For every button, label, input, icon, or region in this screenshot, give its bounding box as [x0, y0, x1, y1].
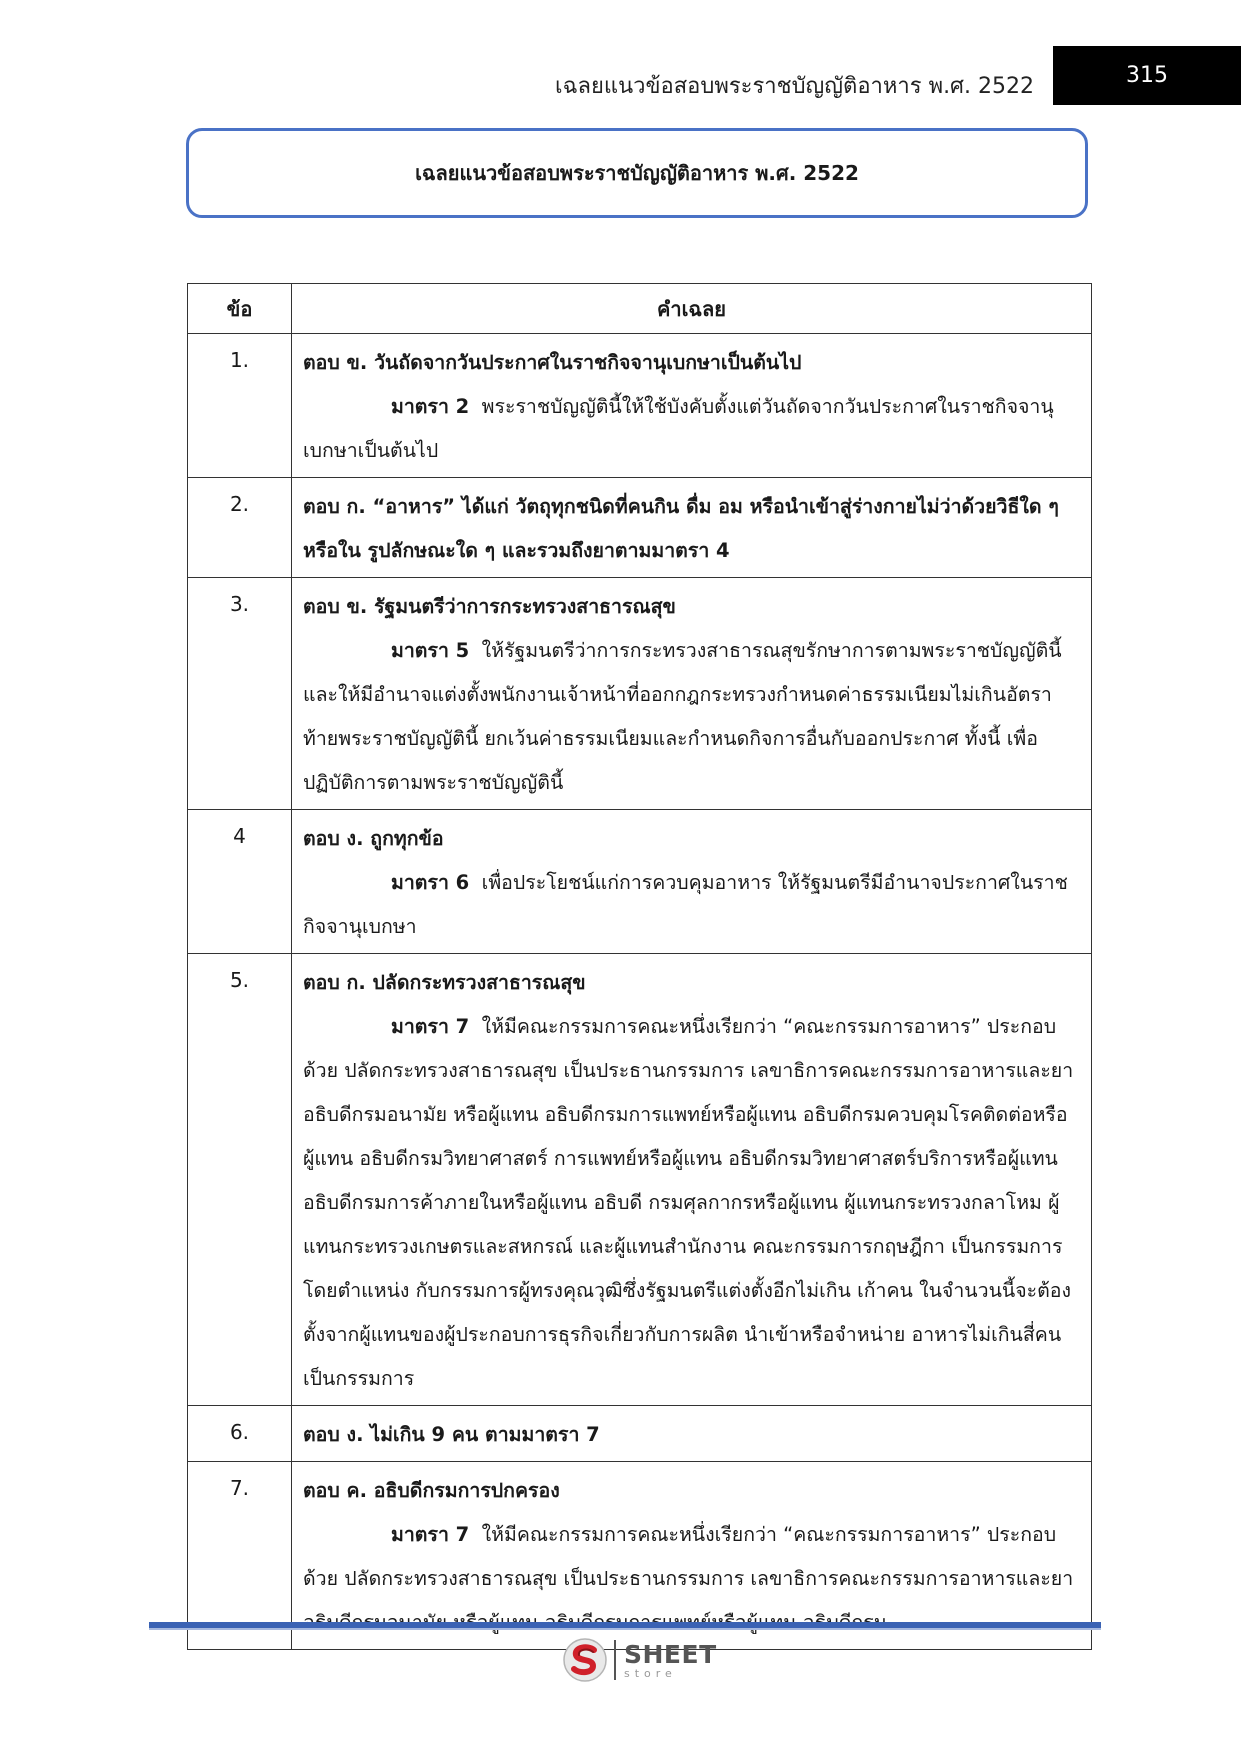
- law-section: [303, 385, 1079, 473]
- title-box: [186, 128, 1088, 218]
- page-number: 315: [1126, 63, 1168, 88]
- answer-text: ตอบ ข. วันถัดจากวันประกาศในราชกิจจานุเบกษาเป็นต้นไป: [303, 351, 802, 374]
- section-label: มาตรา 7: [391, 1523, 470, 1546]
- answer-text: ตอบ ง. ถูกทุกข้อ: [303, 827, 444, 850]
- column-header-no: ข้อ: [188, 284, 292, 334]
- answer-text: ตอบ ค. อธิบดีกรมการปกครอง: [303, 1479, 560, 1502]
- sheet-s-logo-icon: [562, 1637, 608, 1683]
- answer-text: ตอบ ข. รัฐมนตรีว่าการกระทรวงสาธารณสุข: [303, 595, 676, 618]
- section-text: ให้มีคณะกรรมการคณะหนึ่งเรียกว่า “คณะกรรมการอาหาร” ประกอบด้วย ปลัดกระทรวงสาธารณสุข เป็นประธานกรรมการ เลขาธิการคณะกรรมการอาหารและยา อธิบดีกรมอนามัย หรือผู้แทน อธิบดีกรมการแพทย์หรือผู้แทน อธิบดีกรมควบคุมโรคติดต่อหรือผู้แทน อธิบดีกรมวิทยาศาสตร์ การแพทย์หรือผู้แทน อธิบดีกรมวิทยาศาสตร์บริการหรือผู้แทน อธิบดีกรมการค้าภายในหรือผู้แทน อธิบดี กรมศุลกากรหรือผู้แทน ผู้แทนกระทรวงกลาโหม ผู้แทนกระทรวงเกษตรและสหกรณ์ และผู้แทนสำนักงาน คณะกรรมการกฤษฎีกา เป็นกรรมการโดยตำแหน่ง กับกรรมการผู้ทรงคุณวุฒิซึ่งรัฐมนตรีแต่งตั้งอีกไม่เกิน เก้าคน ในจำนวนนี้จะต้องตั้งจากผู้แทนของผู้ประกอบการธุรกิจเกี่ยวกับการผลิต นำเข้าหรือจำหน่าย อาหารไม่เกินสี่คน เป็นกรรมการ: [303, 1015, 1074, 1390]
- table-row: [188, 1406, 1092, 1462]
- table-row: [188, 334, 1092, 478]
- section-label: มาตรา 7: [391, 1015, 470, 1038]
- table-row: [188, 954, 1092, 1406]
- law-section: [303, 861, 1079, 949]
- sheet-store-logo: [562, 1636, 717, 1684]
- logo-separator: [614, 1640, 616, 1680]
- section-text: ให้มีคณะกรรมการคณะหนึ่งเรียกว่า “คณะกรรมการอาหาร” ประกอบด้วย ปลัดกระทรวงสาธารณสุข เป็นประธานกรรมการ เลขาธิการคณะกรรมการอาหารและยา: [303, 1523, 1074, 1590]
- table-row: [188, 478, 1092, 578]
- table-row: [188, 810, 1092, 954]
- section-text: เพื่อประโยชน์แก่การควบคุมอาหาร ให้รัฐมนตรีมีอำนาจประกาศในราชกิจจานุเบกษา: [303, 871, 1068, 938]
- question-number: 1.: [188, 334, 292, 478]
- answer-cell: [292, 578, 1092, 810]
- question-number: 4: [188, 810, 292, 954]
- answer-text: ตอบ ก. “อาหาร” ได้แก่ วัตถุทุกชนิดที่คนกิน ดื่ม อม หรือนำเข้าสู่ร่างกายไม่ว่าด้วยวิธีใด ๆ หรือใน รูปลักษณะใด ๆ และรวมถึงยาตามมาตรา 4: [303, 495, 1059, 562]
- table-row: [188, 578, 1092, 810]
- footer-rule: [149, 1622, 1101, 1630]
- answer-cell: [292, 810, 1092, 954]
- section-label: มาตรา 5: [391, 639, 470, 662]
- page-title: เฉลยแนวข้อสอบพระราชบัญญัติอาหาร พ.ศ. 2522: [415, 161, 859, 185]
- table-header-row: [188, 284, 1092, 334]
- section-label: มาตรา 2: [391, 395, 470, 418]
- section-text: พระราชบัญญัตินี้ให้ใช้บังคับตั้งแต่วันถัดจากวันประกาศในราชกิจจานุเบกษาเป็นต้นไป: [303, 395, 1054, 462]
- answer-cell: [292, 954, 1092, 1406]
- logo-main-text: SHEET: [624, 1639, 717, 1669]
- question-number: 2.: [188, 478, 292, 578]
- section-text: ให้รัฐมนตรีว่าการกระทรวงสาธารณสุขรักษาการตามพระราชบัญญัตินี้ และให้มีอำนาจแต่งตั้งพนักงานเจ้าหน้าที่ออกกฎกระทรวงกำหนดค่าธรรมเนียมไม่เกินอัตราท้ายพระราชบัญญัตินี้ ยกเว้นค่าธรรมเนียมและกำหนดกิจการอื่นกับออกประกาศ ทั้งนี้ เพื่อปฏิบัติการตามพระราชบัญญัตินี้: [303, 639, 1062, 794]
- logo-sub-text: store: [624, 1666, 677, 1680]
- answer-table: [187, 283, 1092, 1650]
- answer-text: ตอบ ง. ไม่เกิน 9 คน ตามมาตรา 7: [303, 1423, 600, 1446]
- answer-text: ตอบ ก. ปลัดกระทรวงสาธารณสุข: [303, 971, 586, 994]
- law-section: [303, 629, 1079, 805]
- question-number: 6.: [188, 1406, 292, 1462]
- question-number: 3.: [188, 578, 292, 810]
- page-number-box: [1053, 46, 1241, 105]
- running-header-title: เฉลยแนวข้อสอบพระราชบัญญัติอาหาร พ.ศ. 2522: [555, 74, 1034, 99]
- answer-cell: [292, 1406, 1092, 1462]
- question-number: 7.: [188, 1462, 292, 1650]
- logo-text: [624, 1639, 717, 1680]
- answer-cell: [292, 334, 1092, 478]
- law-section: [303, 1005, 1079, 1401]
- column-header-answer: คำเฉลย: [292, 284, 1092, 334]
- question-number: 5.: [188, 954, 292, 1406]
- section-label: มาตรา 6: [391, 871, 470, 894]
- answer-cell: [292, 478, 1092, 578]
